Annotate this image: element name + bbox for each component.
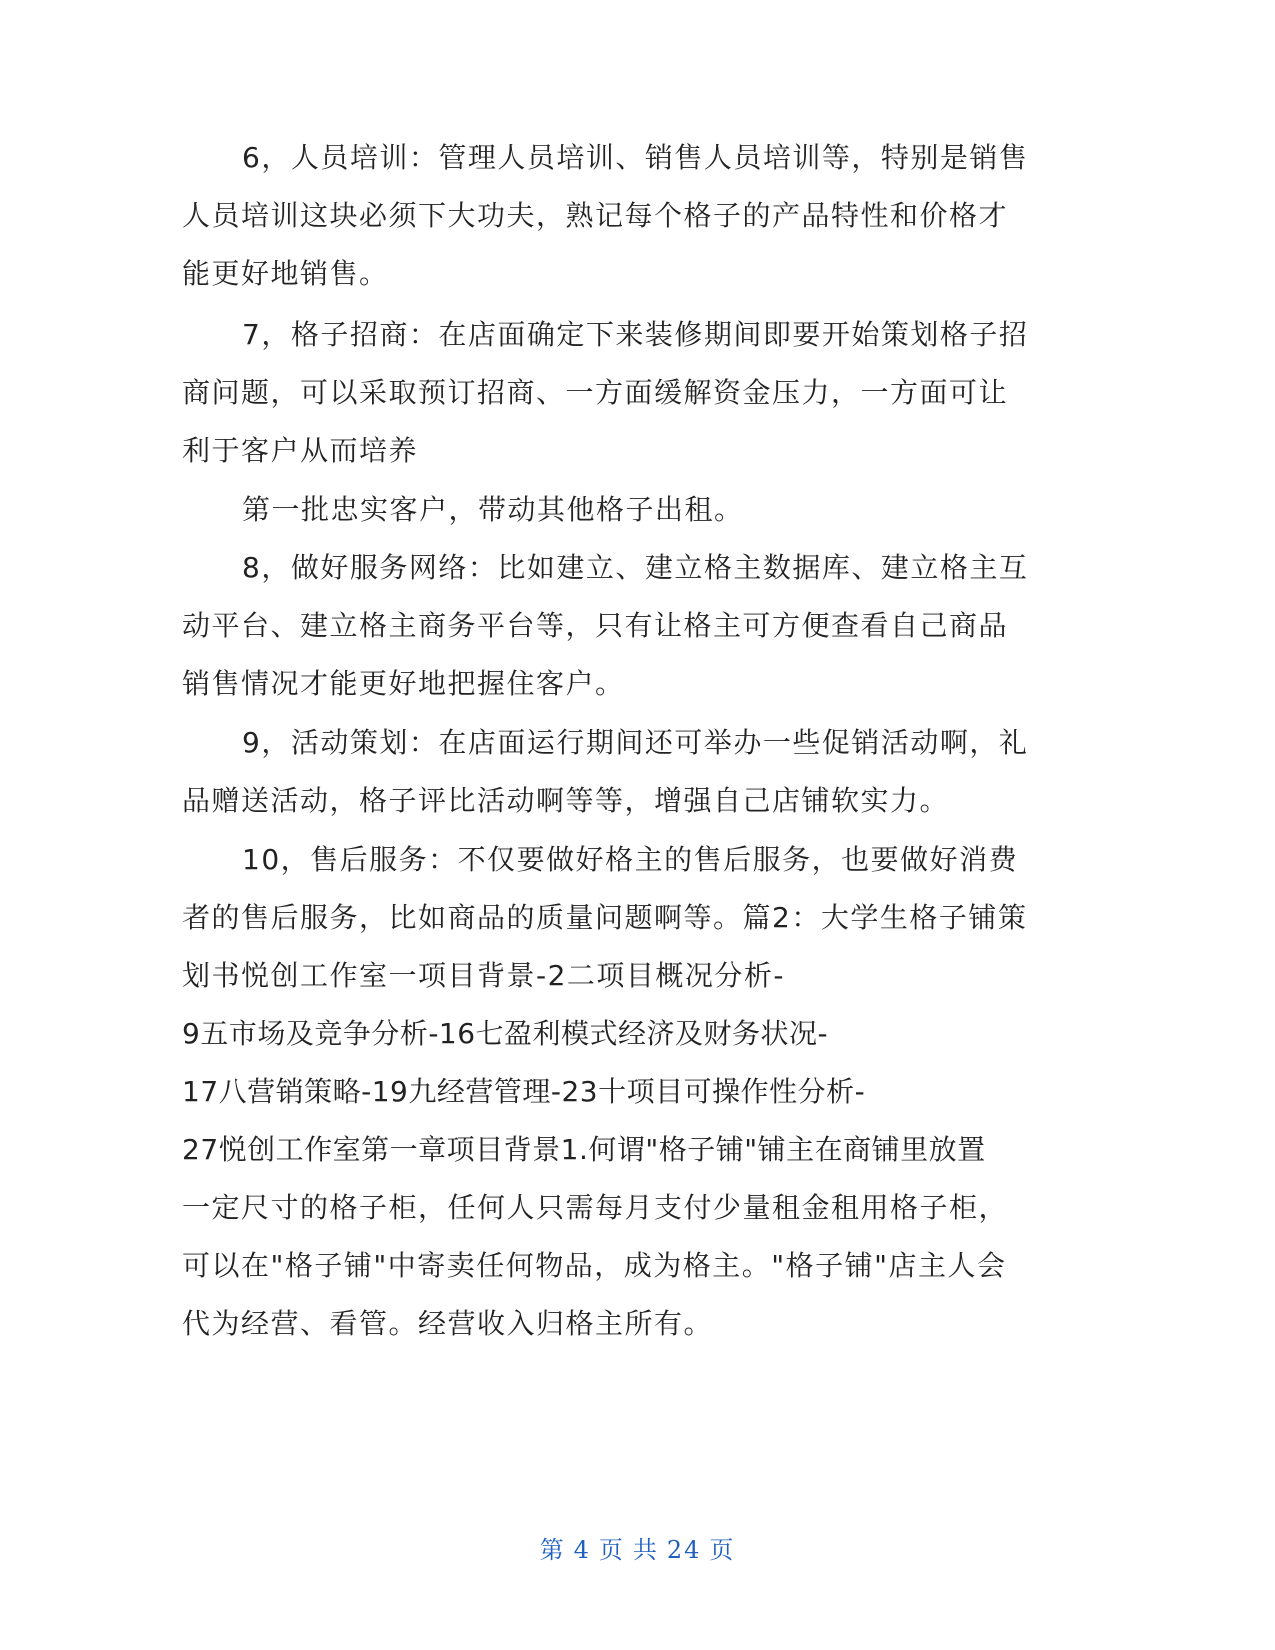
paragraph-line: 9五市场及竞争分析-16七盈利模式经济及财务状况- <box>182 1017 829 1050</box>
paragraph-line: 9，活动策划：在店面运行期间还可举办一些促销活动啊，礼 <box>242 726 1029 759</box>
paragraph-line: 6，人员培训：管理人员培训、销售人员培训等，特别是销售 <box>242 141 1029 174</box>
paragraph-line: 17八营销策略-19九经营管理-23十项目可操作性分析- <box>182 1075 866 1108</box>
page-number-footer <box>0 1530 1275 1565</box>
paragraph-line: 第一批忠实客户，带动其他格子出租。 <box>242 493 744 526</box>
total-pages-number: 24 <box>666 1536 702 1564</box>
paragraph-line: 利于客户从而培养 <box>182 434 419 467</box>
footer-total-prefix: 共 <box>632 1536 659 1564</box>
current-page-number: 4 <box>573 1536 591 1564</box>
paragraph-line: 者的售后服务，比如商品的质量问题啊等。篇2：大学生格子铺策 <box>182 901 1028 934</box>
paragraph-line: 8，做好服务网络：比如建立、建立格主数据库、建立格主互 <box>242 551 1029 584</box>
paragraph-line: 销售情况才能更好地把握住客户。 <box>182 667 625 700</box>
paragraph-line: 7，格子招商：在店面确定下来装修期间即要开始策划格子招 <box>242 318 1029 351</box>
paragraph-line: 27悦创工作室第一章项目背景1.何谓"格子铺"铺主在商铺里放置 <box>182 1133 986 1166</box>
paragraph-line: 人员培训这块必须下大功夫，熟记每个格子的产品特性和价格才 <box>182 199 1009 232</box>
paragraph-line: 商问题，可以采取预订招商、一方面缓解资金压力，一方面可让 <box>182 376 1009 409</box>
paragraph-line: 可以在"格子铺"中寄卖任何物品，成为格主。"格子铺"店主人会 <box>182 1249 1007 1282</box>
paragraph-line: 代为经营、看管。经营收入归格主所有。 <box>182 1307 714 1340</box>
paragraph-line: 划书悦创工作室一项目背景-2二项目概况分析- <box>182 959 786 992</box>
footer-suffix: 页 <box>709 1536 736 1564</box>
paragraph-line: 10，售后服务：不仅要做好格主的售后服务，也要做好消费 <box>242 843 1019 876</box>
paragraph-line: 能更好地销售。 <box>182 257 389 290</box>
paragraph-line: 一定尺寸的格子柜，任何人只需每月支付少量租金租用格子柜， <box>182 1191 1009 1224</box>
footer-page-word: 页 <box>598 1536 625 1564</box>
paragraph-line: 品赠送活动，格子评比活动啊等等，增强自己店铺软实力。 <box>182 784 950 817</box>
paragraph-line: 动平台、建立格主商务平台等，只有让格主可方便查看自己商品 <box>182 609 1009 642</box>
footer-prefix: 第 <box>539 1536 566 1564</box>
